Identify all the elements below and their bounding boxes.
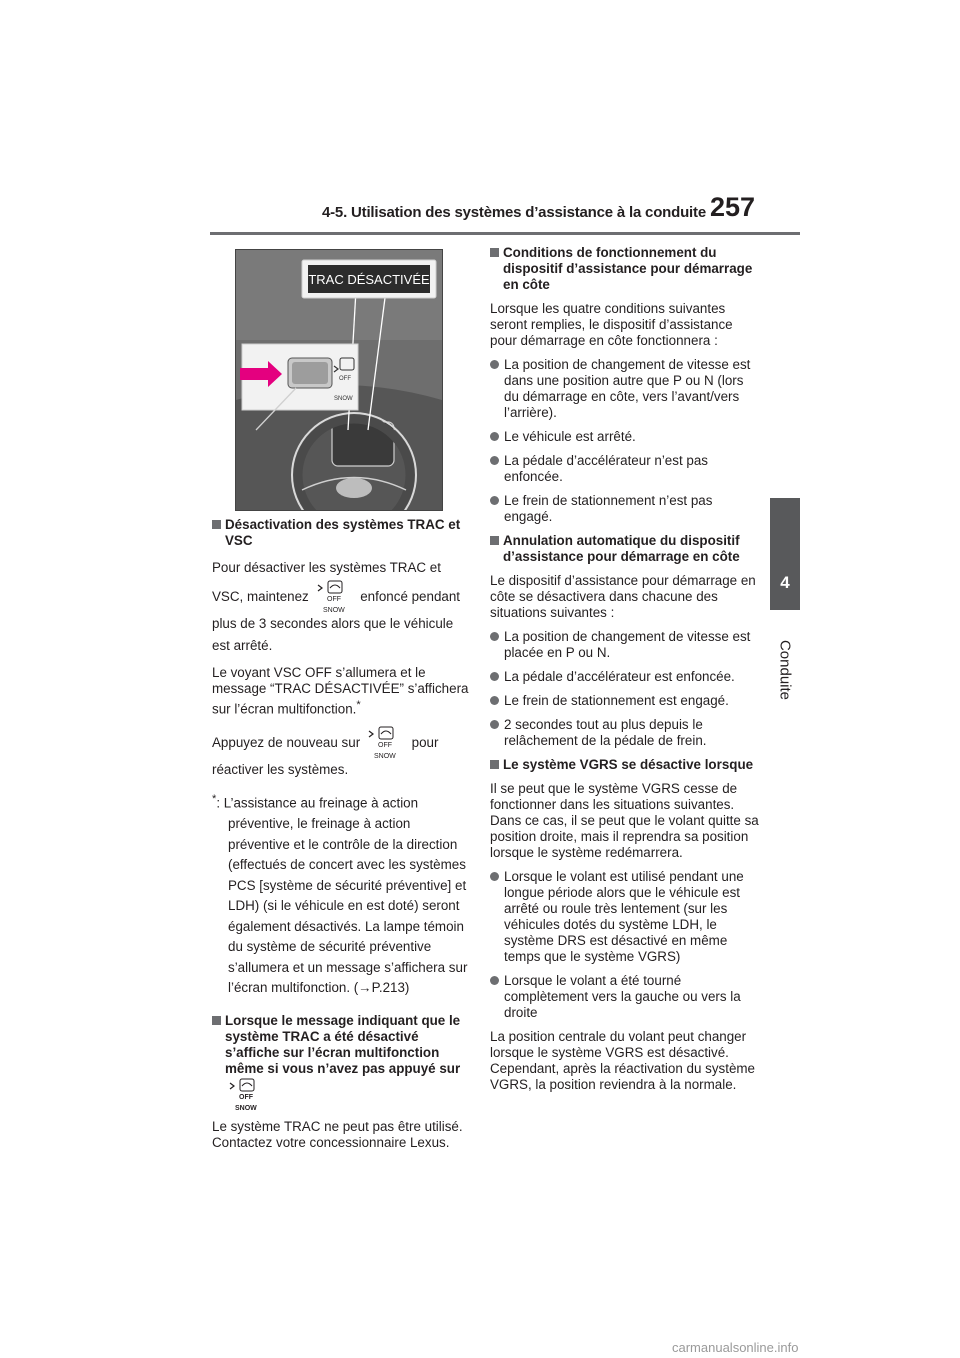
svg-text:SNOW: SNOW: [373, 753, 396, 760]
svg-text:SNOW: SNOW: [235, 1104, 257, 1111]
circle-bullet-icon: [490, 456, 499, 465]
chapter-label: [770, 620, 800, 720]
list-item: [490, 973, 760, 1021]
watermark: carmanualsonline.info: [672, 1340, 799, 1355]
page-reference: →P.213): [358, 980, 410, 996]
list-item: [490, 669, 760, 685]
chapter-tab: [770, 498, 800, 610]
list-item-text: La position de changement de vitesse est dans une position autre que P ou N (lors du démarrage en côte, vers l’avant/vers l’arrière).: [504, 357, 751, 420]
heading-text: Le système VGRS se désactive lorsque: [503, 757, 754, 772]
square-bullet-icon: [490, 536, 499, 545]
dashboard-drawing: [236, 250, 442, 510]
dashboard-illustration: [236, 250, 442, 510]
trac-off-switch-icon: [227, 1077, 267, 1111]
text: Appuyez de nouveau sur: [212, 735, 361, 751]
list-item: [490, 429, 760, 445]
switch-snow-text: SNOW: [334, 396, 353, 402]
list-item-text: 2 secondes tout au plus depuis le relâchement de la pédale de frein.: [504, 717, 707, 748]
list-item: [490, 453, 760, 485]
heading-hill-start-conditions: [490, 245, 760, 293]
svg-text:SNOW: SNOW: [322, 607, 345, 613]
footnote-mark: *: [212, 793, 217, 806]
list-item: [490, 693, 760, 709]
list-item: [490, 357, 760, 421]
chapter-label-text: Conduite: [776, 639, 794, 701]
paragraph-vgrs: Il se peut que le système VGRS cesse de fonctionner dans les situations suivantes. Dans ce cas, il se peut que le volant quitte sa position droite, mais il reprendra sa position lorsque le système redémarrera.: [490, 781, 759, 860]
list-item: [490, 493, 760, 525]
list-item: [490, 717, 760, 749]
circle-bullet-icon: [490, 696, 499, 705]
list-item: [490, 869, 760, 965]
svg-text:OFF: OFF: [377, 742, 392, 750]
heading-text: Lorsque le message indiquant que le système TRAC a été désactivé s’affiche sur l’écran multifonction même si vous n’avez pas appuyé sur: [225, 1012, 461, 1076]
left-column: [212, 517, 474, 1159]
circle-bullet-icon: [490, 672, 499, 681]
header-rule: [210, 232, 800, 235]
text: enfoncé pendant plus de 3 secondes alors que le véhicule est arrêté.: [212, 589, 461, 653]
circle-bullet-icon: [490, 632, 499, 641]
list-item-text: Lorsque le volant a été tourné complètement vers la gauche ou vers la droite: [504, 973, 741, 1020]
circle-bullet-icon: [490, 720, 499, 729]
paragraph-cancel-situations: Le dispositif d’assistance pour démarrage en côte se désactivera dans chacune des situations suivantes :: [490, 573, 756, 620]
chapter-number: 4: [780, 573, 790, 592]
list-item: [490, 629, 760, 661]
list-item-text: La pédale d’accélérateur est enfoncée.: [504, 669, 735, 684]
list-item-text: La position de changement de vitesse est placée en P ou N.: [504, 629, 751, 660]
text: Pour désactiver les systèmes TRAC et VSC, maintenez: [212, 560, 441, 604]
square-bullet-icon: [490, 248, 499, 257]
heading-text: Annulation automatique du dispositif d’assistance pour démarrage en côte: [503, 533, 740, 564]
circle-bullet-icon: [490, 360, 499, 369]
svg-text:OFF: OFF: [239, 1093, 253, 1101]
trac-off-switch-icon: [366, 725, 406, 759]
list-item-text: Le véhicule est arrêté.: [504, 429, 636, 444]
paragraph-indicator: [212, 665, 474, 717]
switch-off-text: OFF: [339, 376, 351, 382]
footnote-mark: *: [356, 699, 361, 711]
screen-message: TRAC DÉSACTIVÉE: [308, 272, 430, 287]
paragraph-contact-dealer: Le système TRAC ne peut pas être utilisé. Contactez votre concessionnaire Lexus.: [212, 1118, 463, 1150]
heading-trac-message: [212, 1013, 474, 1111]
square-bullet-icon: [490, 760, 499, 769]
square-bullet-icon: [212, 520, 221, 529]
paragraph-center-position: La position centrale du volant peut changer lorsque le système VGRS est désactivé. Cependant, après la réactivation du système VGRS, la position reviendra à la normale.: [490, 1029, 755, 1092]
list-item-text: Le frein de stationnement n’est pas engagé.: [504, 493, 713, 524]
list-item-text: La pédale d’accélérateur n’est pas enfoncée.: [504, 453, 708, 484]
square-bullet-icon: [212, 1016, 221, 1025]
heading-trac-vsc-off: [212, 517, 474, 549]
circle-bullet-icon: [490, 432, 499, 441]
circle-bullet-icon: [490, 872, 499, 881]
trac-off-switch-icon: [315, 579, 355, 613]
heading-text: Désactivation des systèmes TRAC et VSC: [225, 517, 461, 548]
svg-text:OFF: OFF: [326, 596, 341, 603]
paragraph-conditions: Lorsque les quatre conditions suivantes seront remplies, le dispositif d’assistance pour démarrage en côte fonctionnera :: [490, 301, 733, 348]
heading-auto-cancel: [490, 533, 760, 565]
paragraph-reactivate: [212, 725, 474, 781]
footnote: [212, 789, 474, 998]
page-number: 257: [710, 192, 756, 222]
list-item-text: Le frein de stationnement est engagé.: [504, 693, 729, 708]
circle-bullet-icon: [490, 496, 499, 505]
text: pour réactiver les systèmes.: [212, 735, 439, 778]
footnote-text: : L’assistance au freinage à action préventive, le freinage à action préventive et le contrôle de la direction (effectués de concert avec les systèmes PCS [système de sécurité préventive] et LDH) (si le véhicule en est doté) seront également désactivés. La lampe témoin du système de sécurité préventive s’allumera et un message s’affichera sur l’écran multifonction. (: [216, 795, 468, 996]
circle-bullet-icon: [490, 976, 499, 985]
section-title: 4-5. Utilisation des systèmes d’assistance à la conduite: [322, 204, 706, 221]
text: Le voyant VSC OFF s’allumera et le message “TRAC DÉSACTIVÉE” s’affichera sur l’écran multifonction.: [212, 665, 469, 717]
heading-vgrs: [490, 757, 760, 773]
list-item-text: Lorsque le volant est utilisé pendant une longue période alors que le véhicule est arrêté ou roule très lentement (sur les véhicules dotés du système LDH, le système DRS est désactivé en même temps que le système VGRS): [504, 869, 744, 964]
paragraph-deactivate: [212, 557, 474, 657]
right-column: [490, 245, 760, 1101]
heading-text: Conditions de fonctionnement du dispositif d’assistance pour démarrage en côte: [503, 245, 753, 292]
